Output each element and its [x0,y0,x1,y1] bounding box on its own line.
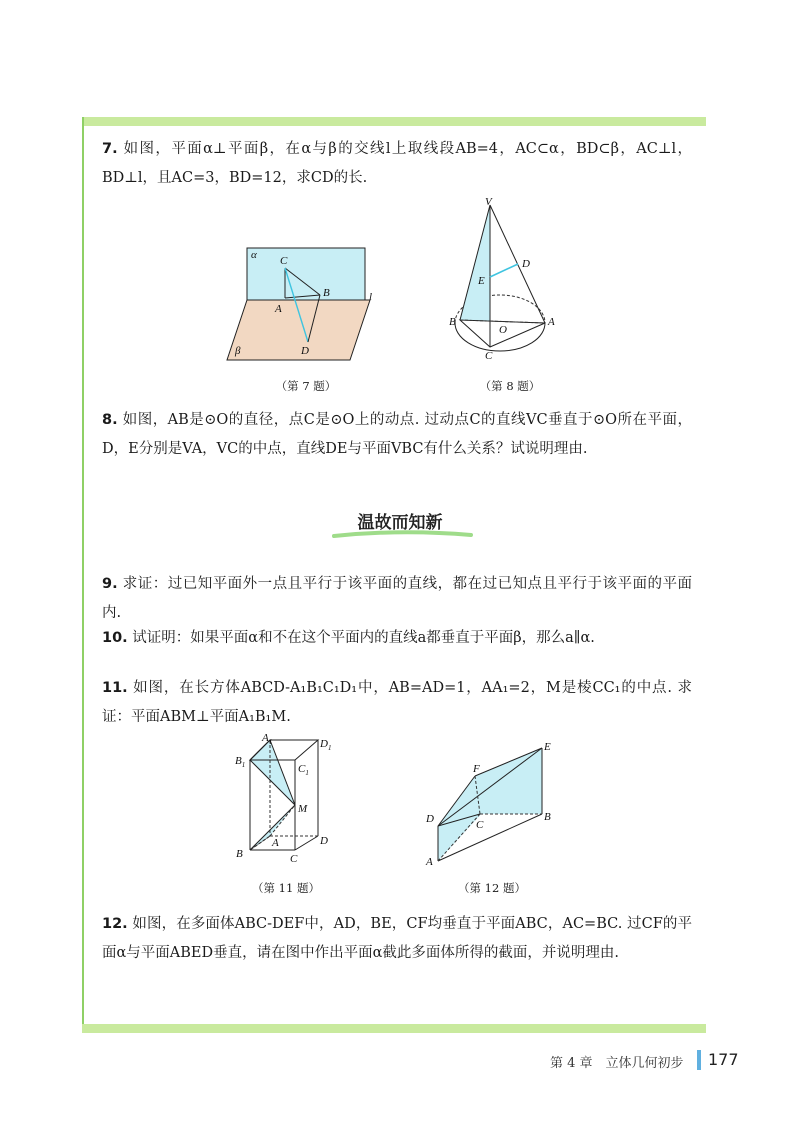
problem-11 [102,674,692,732]
label-c: C [280,255,288,267]
figure-12 [420,738,560,868]
problem-text: 如图，在长方体ABCD-A₁B₁C₁D₁中，AB=AD=1，AA₁=2，M是棱CC₁的中点. 求证：平面ABM⊥平面A₁B₁M. [102,680,693,725]
problem-text: 如图，AB是⊙O的直径，点C是⊙O上的动点. 过动点C的直线VC垂直于⊙O所在平面，D，E分别是VA，VC的中点，直线DE与平面VBC有什么关系？试说明理由. [102,412,693,457]
caption-fig12: （第 12 题） [458,881,526,895]
problem-12 [102,910,692,968]
label-d1: $D_1$ [320,738,332,752]
problem-number: 11. [102,680,128,696]
label-d: D [522,258,530,270]
label-a: A [426,856,433,868]
plane-beta [227,300,370,360]
label-f: F [473,763,480,775]
segment-de [490,264,518,277]
caption-fig11: （第 11 题） [252,881,320,895]
problem-number: 10. [102,630,128,646]
label-a: A [272,837,279,849]
problem-text: 如图，在多面体ABC-DEF中，AD，BE，CF均垂直于平面ABC，AC=BC. 过CF的平面α与平面ABED垂直，请在图中作出平面α截此多面体所得的截面，并说明理由. [102,916,693,961]
bottom-border [82,1024,706,1033]
label-c: C [485,350,493,362]
problem-number: 12. [102,916,128,932]
label-c1: $C_1$ [298,763,309,777]
figure-11 [228,732,348,872]
footer-divider [697,1050,701,1070]
problem-number: 7. [102,141,118,157]
problem-number: 8. [102,412,118,428]
section-underline [330,528,475,540]
label-c: C [290,853,298,865]
label-b: B [236,848,243,860]
section-a1b1m [250,740,295,805]
problem-8 [102,406,692,464]
label-c: C [476,819,484,831]
section-title: 温故而知新 [357,513,443,533]
label-a: A [548,316,555,328]
label-d: D [320,835,328,847]
label-m: M [298,803,308,815]
page-number: 177 [708,1050,739,1069]
problem-text: 如图，平面α⊥平面β，在α与β的交线l上取线段AB=4，AC⊂α，BD⊂β，AC⊥l，BD⊥l，且AC=3，BD=12，求CD的长. [102,141,692,186]
plane-alpha [247,248,365,300]
label-d: D [301,345,309,357]
label-b: B [544,811,551,823]
label-a1: $A_1$ [262,732,273,746]
label-o: O [499,324,507,336]
label-b1: $B_1$ [235,755,246,769]
problem-text: 求证：过已知平面外一点且平行于该平面的直线，都在过已知点且平行于该平面的平面内. [102,576,693,621]
label-e: E [544,741,551,753]
problem-9 [102,570,692,628]
label-b: B [323,287,330,299]
problem-number: 9. [102,576,118,592]
caption-fig7: （第 7 题） [275,379,337,393]
label-v: V [485,196,492,208]
label-beta: β [235,345,241,357]
problem-7 [102,135,692,193]
label-alpha: α [251,249,257,261]
label-l: l [369,291,373,303]
figure-7 [225,240,395,370]
label-d: D [426,813,434,825]
chapter-label: 第 4 章 立体几何初步 [550,1056,684,1071]
figure-8 [445,195,575,365]
label-a: A [275,303,282,315]
top-border [82,117,706,126]
left-border [82,117,84,1032]
caption-fig8: （第 8 题） [479,379,541,393]
problem-10 [102,624,692,653]
label-b: B [449,316,456,328]
label-e: E [478,275,485,287]
problem-text: 试证明：如果平面α和不在这个平面内的直线a都垂直于平面β，那么a∥α. [132,630,595,646]
